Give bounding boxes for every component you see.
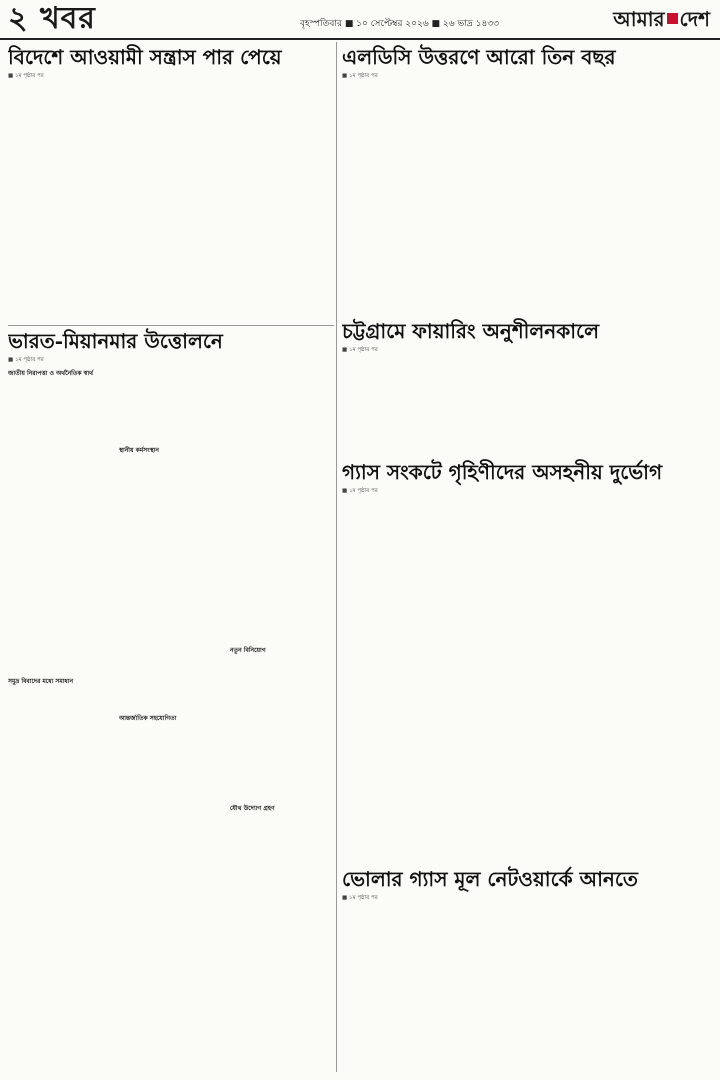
article-dateline: ■ ১ম পৃষ্ঠার পর bbox=[342, 895, 378, 901]
article-column bbox=[230, 367, 334, 814]
article-subhead: সমুদ্র বিবাদের মধ্যে সমাধান bbox=[8, 678, 74, 685]
article-headline: ভোলার গ্যাস মূল নেটওয়ার্কে আনতে bbox=[342, 867, 638, 891]
newspaper-logo bbox=[613, 8, 710, 30]
issue-date: বৃহস্পতিবার ■ ১০ সেপ্টেম্বর ২০২৬ ■ ২৬ ভাদ্র ১৪৩৩ bbox=[300, 19, 500, 29]
article-headline: গ্যাস সংকটে গৃহিণীদের অসহনীয় দুর্ভোগ bbox=[342, 460, 663, 484]
section-divider bbox=[8, 325, 334, 326]
article-ldc-graduation bbox=[342, 44, 714, 316]
article-subhead: স্থানীয় কর্মসংস্থান bbox=[119, 447, 160, 454]
article-india-myanmar bbox=[8, 328, 334, 1072]
masthead bbox=[0, 0, 720, 40]
article-subhead: জাতীয় নিরাপত্তা ও অর্থনৈতিক স্বার্থ bbox=[8, 370, 93, 377]
article-body bbox=[8, 367, 334, 814]
logo-text-right: দেশ bbox=[679, 7, 710, 31]
article-dateline: ■ ১ম পৃষ্ঠার পর bbox=[342, 347, 378, 353]
article-gas-crisis bbox=[342, 459, 714, 862]
logo-square-icon bbox=[667, 13, 678, 24]
article-subhead: নতুন বিনিয়োগ bbox=[230, 647, 266, 654]
article-headline: ভারত-মিয়ানমার উত্তোলনে bbox=[8, 329, 223, 353]
column-divider bbox=[336, 42, 337, 1072]
article-headline: এলডিসি উত্তরণে আরো তিন বছর bbox=[342, 45, 616, 69]
article-chattogram-firing bbox=[342, 318, 714, 456]
article-dateline: ■ ১ম পৃষ্ঠার পর bbox=[342, 73, 378, 79]
logo-text-left: আমার bbox=[613, 7, 665, 31]
article-headline: চট্টগ্রামে ফায়ারিং অনুশীলনকালে bbox=[342, 319, 599, 343]
article-column bbox=[8, 367, 112, 814]
article-dateline: ■ ১ম পৃষ্ঠার পর bbox=[342, 488, 378, 494]
article-dateline: ■ ১ম পৃষ্ঠার পর bbox=[8, 357, 44, 363]
article-bhola-gas bbox=[342, 866, 714, 1072]
article-subhead: যৌথ উদ্যোগ গ্রহণ bbox=[230, 805, 275, 812]
article-dateline: ■ ১ম পৃষ্ঠার পর bbox=[8, 73, 44, 79]
article-subhead: আন্তর্জাতিক সহযোগিতা bbox=[119, 715, 177, 722]
page-number: ২ খবর bbox=[8, 1, 96, 36]
article-headline: বিদেশে আওয়ামী সন্ত্রাস পার পেয়ে bbox=[8, 45, 282, 69]
article-column bbox=[119, 367, 223, 814]
article-awami-abroad bbox=[8, 44, 330, 322]
